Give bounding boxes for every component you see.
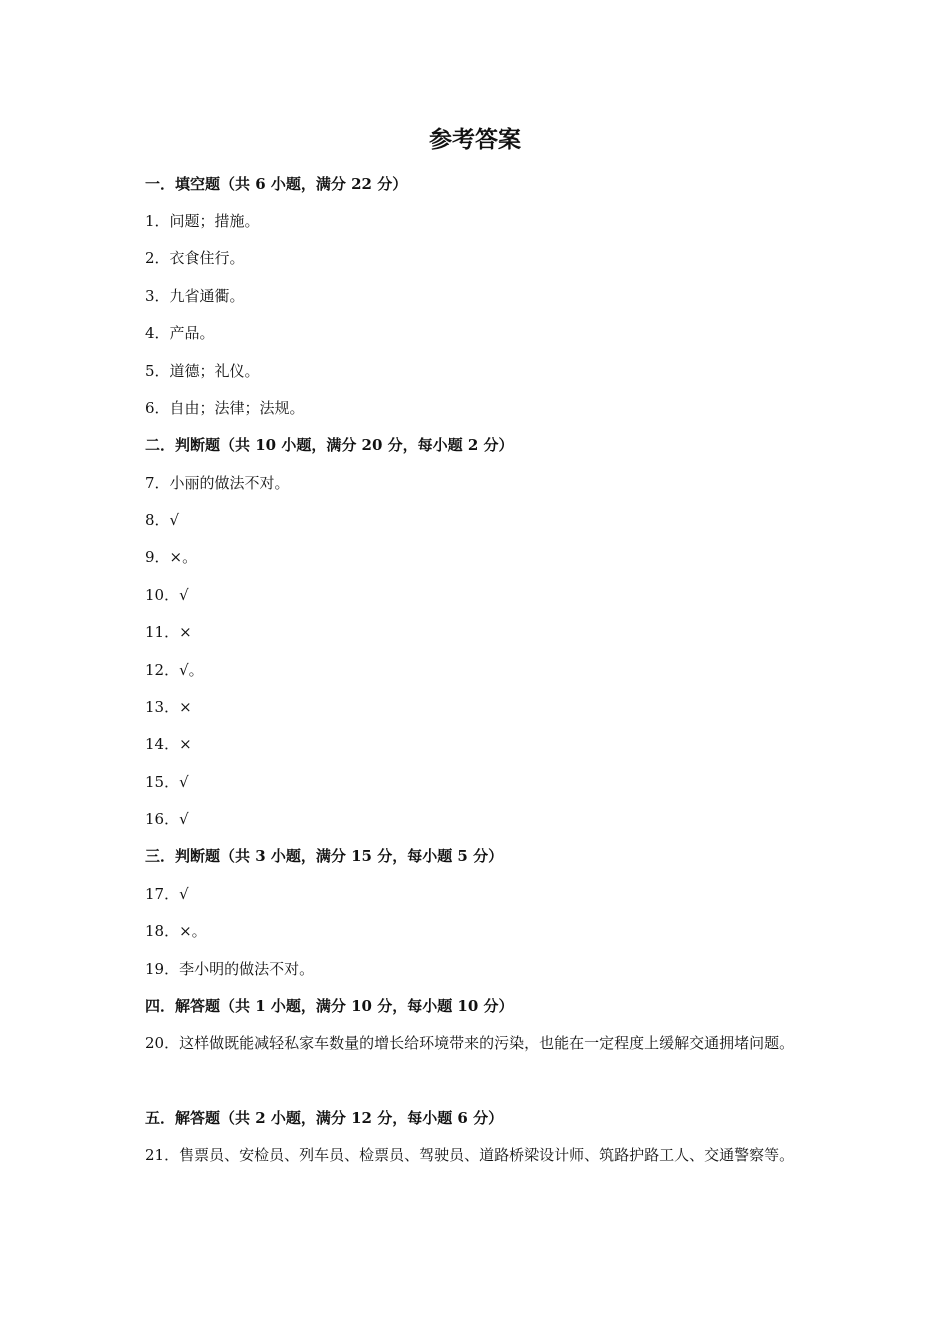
answer-13: 13．× <box>145 698 192 716</box>
answer-16: 16．√ <box>145 810 189 828</box>
answer-15: 15．√ <box>145 773 189 791</box>
answer-2: 2．衣食住行。 <box>145 249 245 267</box>
section-heading-4: 四．解答题（共 1 小题，满分 10 分，每小题 10 分） <box>145 997 514 1015</box>
answer-11: 11．× <box>145 623 192 641</box>
answer-6: 6．自由；法律；法规。 <box>145 399 305 417</box>
answer-9: 9．×。 <box>145 548 198 566</box>
answer-3: 3．九省通衢。 <box>145 287 245 305</box>
section-heading-2: 二．判断题（共 10 小题，满分 20 分，每小题 2 分） <box>145 436 514 454</box>
answer-21: 21．售票员、安检员、列车员、检票员、驾驶员、道路桥梁设计师、筑路护路工人、交通警察等。 <box>145 1146 795 1164</box>
answer-5: 5．道德；礼仪。 <box>145 362 260 380</box>
answer-17: 17．√ <box>145 885 189 903</box>
answer-8: 8．√ <box>145 511 180 529</box>
section-heading-1: 一．填空题（共 6 小题，满分 22 分） <box>145 175 408 193</box>
answer-18: 18．×。 <box>145 922 207 940</box>
section-heading-3: 三．判断题（共 3 小题，满分 15 分，每小题 5 分） <box>145 847 504 865</box>
answer-1: 1．问题；措施。 <box>145 212 260 230</box>
answer-12: 12．√。 <box>145 661 204 679</box>
answer-4: 4．产品。 <box>145 324 215 342</box>
answer-14: 14．× <box>145 735 192 753</box>
section-heading-5: 五．解答题（共 2 小题，满分 12 分，每小题 6 分） <box>145 1109 504 1127</box>
answer-20: 20．这样做既能减轻私家车数量的增长给环境带来的污染，也能在一定程度上缓解交通拥堵问题。 <box>145 1034 795 1052</box>
page-title: 参考答案 <box>429 126 521 153</box>
answer-10: 10．√ <box>145 586 189 604</box>
answer-19: 19．李小明的做法不对。 <box>145 960 315 978</box>
answer-7: 7．小丽的做法不对。 <box>145 474 290 492</box>
